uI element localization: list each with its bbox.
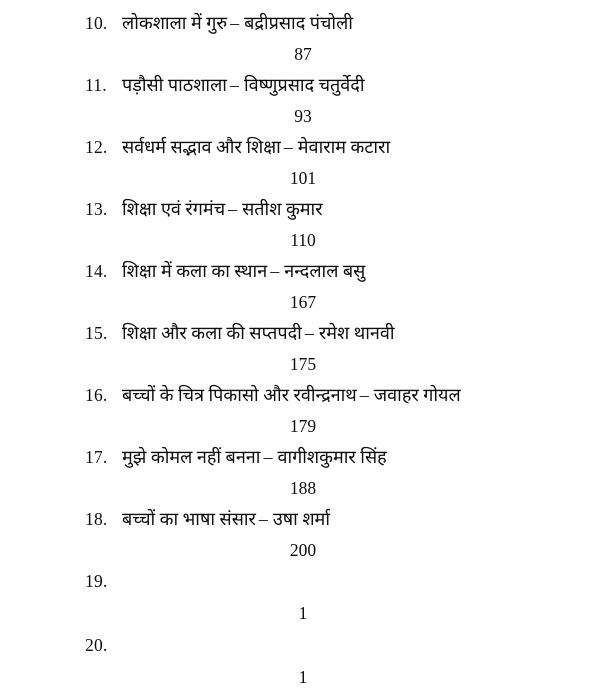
toc-entry-page-row [0,662,600,694]
toc-entry-separator: – [230,13,240,33]
toc-entry-page-row [0,598,600,630]
toc-entry-page-number: 188 [289,478,317,498]
toc-entry-text [122,504,330,535]
toc-entry-author: नन्दलाल बसु [284,261,366,281]
toc-entry-author: विष्णुप्रसाद चतुर्वेदी [243,75,365,95]
toc-entry-title-line [0,380,600,411]
toc-entry-page-number: 101 [289,168,317,188]
toc-entry-title-line [0,70,600,101]
toc-entry-page-row [0,225,600,256]
toc-entry-number: 14. [85,261,108,281]
toc-entry-title: बच्चों के चित्र पिकासो और रवीन्द्रनाथ [122,385,357,405]
toc-entry[interactable] [0,504,600,566]
toc-entry-number: 13. [85,199,108,219]
toc-entry[interactable] [0,442,600,504]
toc-entry-author: उषा शर्मा [272,509,330,529]
toc-entry-text [122,442,387,473]
toc-entry-text [122,70,365,101]
toc-entry-page-row [0,39,600,70]
toc-entry-title: शिक्षा में कला का स्थान [122,261,268,281]
toc-entry-number: 19. [85,571,108,591]
toc-entry-page-number: 179 [289,416,317,436]
toc-entry-title: पड़ौसी पाठशाला [122,75,227,95]
toc-entry-title: शिक्षा और कला की सप्तपदी [122,323,302,343]
toc-entry-page-number: 167 [289,292,317,312]
toc-entry-title-line [0,194,600,225]
toc-entry-separator: – [258,509,268,529]
toc-entry-page-number: 87 [294,44,312,64]
toc-entry-title-line [0,504,600,535]
toc-entry[interactable] [0,8,600,70]
toc-entry-title: मुझे कोमल नहीं बनना [122,447,261,467]
toc-entry-title: सर्वधर्म सद्भाव और शिक्षा [122,137,281,157]
toc-entry-number: 17. [85,447,108,467]
toc-entry-page-number: 175 [289,354,317,374]
toc-entry-page-row [0,535,600,566]
toc-entry-text [122,380,461,411]
toc-entry-separator: – [304,323,314,343]
toc-entry-page-number: 1 [298,603,308,623]
toc-entry-page-row [0,163,600,194]
toc-entry-separator: – [229,75,239,95]
toc-entry-separator: – [359,385,369,405]
toc-entry-author: मेवाराम कटारा [297,137,391,157]
toc-entry-page-row [0,101,600,132]
toc-entry-number: 20. [85,635,108,655]
toc-entry-title-line [0,630,600,662]
toc-entry-title: लोकशाला में गुरु [122,13,228,33]
toc-entry[interactable] [0,256,600,318]
toc-entry-page-row [0,287,600,318]
toc-entry-author: रमेश थानवी [318,323,395,343]
toc-entry-text [122,256,365,287]
toc-entry-title-line [0,8,600,39]
toc-entry-separator: – [228,199,238,219]
toc-entry-separator: – [270,261,280,281]
toc-entry-title: बच्चों का भाषा संसार [122,509,256,529]
toc-entry-separator: – [283,137,293,157]
toc-entry[interactable] [0,630,600,694]
toc-entry-page-row [0,473,600,504]
toc-entry[interactable] [0,194,600,256]
toc-entry[interactable] [0,380,600,442]
toc-entry-page-number: 1 [298,667,308,687]
toc-entry-author: सतीश कुमार [242,199,323,219]
toc-entry-number: 10. [85,13,108,33]
toc-entry-text [122,8,353,39]
toc-entry-author: वागीशकुमार सिंह [277,447,387,467]
toc-entry[interactable] [0,132,600,194]
toc-entry-text [122,132,390,163]
toc-entry-title: शिक्षा एवं रंगमंच [122,199,226,219]
toc-entry-page-row [0,411,600,442]
toc-entry-title-line [0,318,600,349]
toc-entry-title-line [0,256,600,287]
toc-entry-number: 12. [85,137,108,157]
toc-entry[interactable] [0,70,600,132]
toc-entry-number: 11. [85,75,107,95]
toc-entry-page-number: 110 [290,230,316,250]
toc-entry-title-line [0,442,600,473]
toc-entry-page-number: 93 [294,106,312,126]
toc-entry[interactable] [0,318,600,380]
toc-entry-page-row [0,349,600,380]
toc-entry-page-number: 200 [289,540,317,560]
toc-entry-list [0,8,600,694]
toc-entry-title-line [0,132,600,163]
toc-entry-title-line [0,566,600,598]
toc-entry-text [122,318,395,349]
toc-entry-author: बद्रीप्रसाद पंचोली [244,13,353,33]
toc-entry-number: 16. [85,385,108,405]
toc-entry[interactable] [0,566,600,630]
toc-entry-number: 18. [85,509,108,529]
toc-entry-text [122,194,323,225]
toc-entry-separator: – [263,447,273,467]
toc-entry-number: 15. [85,323,108,343]
toc-entry-author: जवाहर गोयल [373,385,461,405]
